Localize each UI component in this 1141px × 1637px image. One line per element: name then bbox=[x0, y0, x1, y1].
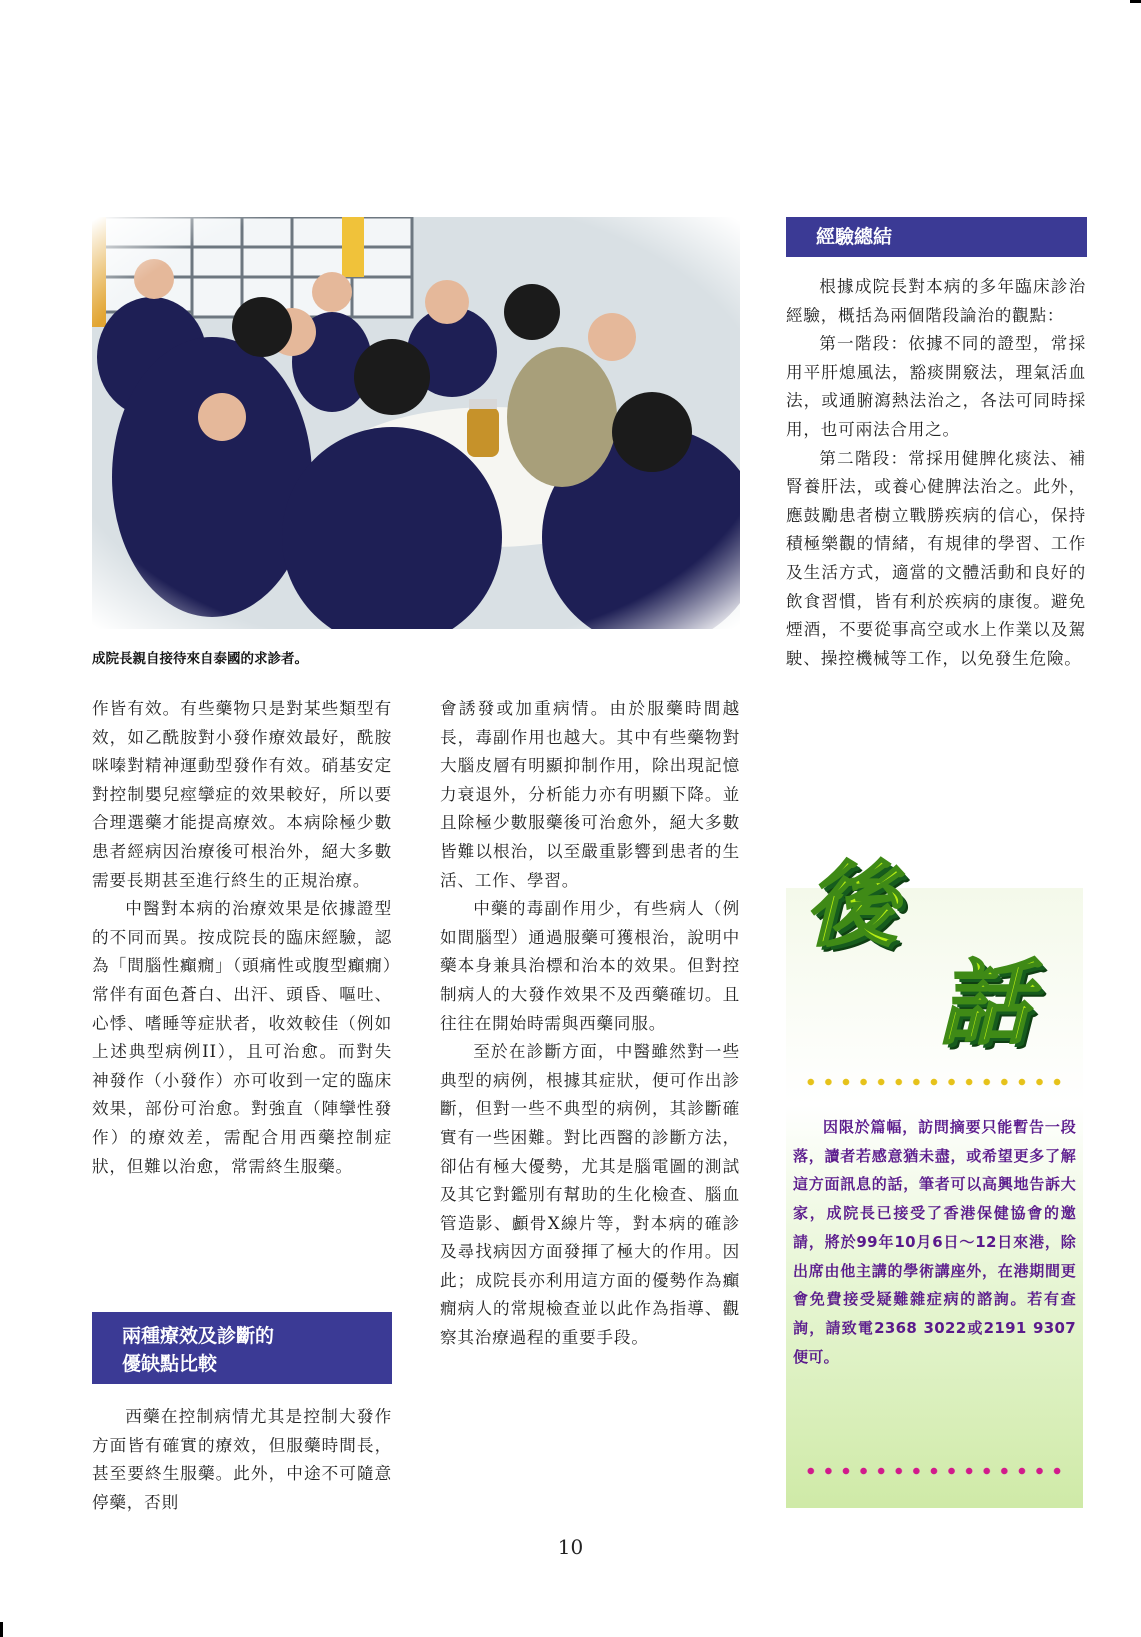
paragraph: 西藥在控制病情尤其是控制大發作方面皆有確實的療效，但服藥時間長，甚至要終生服藥。此外，中途不可隨意停藥，否則 bbox=[92, 1407, 392, 1512]
afterword-title-char2: 話 bbox=[938, 950, 1031, 1057]
paragraph: 因限於篇幅，訪問摘要只能暫告一段落，讀者若感意猶未盡，或希望更多了解這方面訊息的話，筆者可以高興地告訴大家，成院長已接受了香港保健協會的邀請，將於99年10月6日～12日來港，除出席由他主講的學術講座外，在港期間更會免費接受疑難雜症病的諮詢。若有查詢，請致電2368 3022或2191 9307便可。 bbox=[793, 1118, 1076, 1366]
consultation-photo bbox=[92, 217, 740, 629]
right-column-text bbox=[786, 273, 1086, 673]
afterword-title-char1: 後 bbox=[805, 852, 898, 959]
paragraph: 第二階段：常採用健脾化痰法、補腎養肝法，或養心健脾法治之。此外，應鼓勵患者樹立戰勝疾病的信心，保持積極樂觀的情緒，有規律的學習、工作及生活方式，適當的文體活動和良好的飲食習慣，皆有利於疾病的康復。避免煙酒，不要從事高空或水上作業以及駕駛、操控機械等工作，以免發生危險。 bbox=[786, 448, 1086, 668]
comparison-heading bbox=[92, 1312, 392, 1384]
yellow-dot-divider bbox=[802, 1078, 1067, 1086]
magenta-dot-divider bbox=[802, 1467, 1067, 1475]
crop-mark bbox=[1130, 0, 1141, 3]
left-column-text bbox=[92, 695, 392, 1181]
paragraph: 中藥的毒副作用少，有些病人（例如間腦型）通過服藥可獲根治，說明中藥本身兼具治標和治本的效果。但對控制病人的大發作效果不及西藥確切。且往往在開始時需與西藥同服。 bbox=[440, 899, 740, 1033]
photo-caption: 成院長親自接待來自泰國的求診者。 bbox=[92, 651, 308, 667]
consultation-photo-image bbox=[92, 217, 740, 629]
page-number: 10 bbox=[557, 1535, 584, 1559]
middle-column-text bbox=[440, 695, 740, 1353]
afterword-text bbox=[786, 1113, 1083, 1371]
left-column-lower-text bbox=[92, 1403, 392, 1517]
crop-mark bbox=[0, 1622, 3, 1637]
paragraph: 中醫對本病的治療效果是依據證型的不同而異。按成院長的臨床經驗，認為「間腦性癲癇」（頭痛性或腹型癲癇）常伴有面色蒼白、出汗、頭昏、嘔吐、心悸、嗜睡等症狀者，收效較佳（例如上述典型病例II），且可治愈。而對失神發作（小發作）亦可收到一定的臨床效果，部份可治愈。對強直（陣攣性發作）的療效差，需配合用西藥控制症狀，但難以治愈，常需終生服藥。 bbox=[92, 899, 392, 1176]
comparison-heading-line2: 優缺點比較 bbox=[122, 1353, 218, 1375]
paragraph: 會誘發或加重病情。由於服藥時間越長，毒副作用也越大。其中有些藥物對大腦皮層有明顯抑制作用，除出現記憶力衰退外，分析能力亦有明顯下降。並且除極少數服藥後可治愈外，絕大多數皆難以根治，以至嚴重影響到患者的生活、工作、學習。 bbox=[440, 699, 740, 890]
paragraph: 第一階段：依據不同的證型，常採用平肝熄風法，豁痰開竅法，理氣活血法，或通腑瀉熱法治之，各法可同時採用，也可兩法合用之。 bbox=[786, 334, 1086, 439]
paragraph: 根據成院長對本病的多年臨床診治經驗，概括為兩個階段論治的觀點： bbox=[786, 277, 1086, 325]
comparison-heading-line1: 兩種療效及診斷的 bbox=[122, 1325, 275, 1347]
paragraph: 至於在診斷方面，中醫雖然對一些典型的病例，根據其症狀，便可作出診斷，但對一些不典型的病例，其診斷確實有一些困難。對比西醫的診斷方法，卻佔有極大優勢，尤其是腦電圖的測試及其它對鑑別有幫助的生化檢查、腦血管造影、顱骨X線片等，對本病的確診及尋找病因方面發揮了極大的作用。因此；成院長亦利用這方面的優勢作為癲癇病人的常規檢查並以此作為指導、觀察其治療過程的重要手段。 bbox=[440, 1042, 740, 1348]
experience-summary-heading: 經驗總結 bbox=[786, 217, 1087, 257]
paragraph: 作皆有效。有些藥物只是對某些類型有效，如乙酰胺對小發作療效最好，酰胺咪嗪對精神運動型發作有效。硝基安定對控制嬰兒痙攣症的效果較好，所以要合理選藥才能提高療效。本病除極少數患者經病因治療後可根治外，絕大多數需要長期甚至進行終生的正規治療。 bbox=[92, 699, 392, 890]
